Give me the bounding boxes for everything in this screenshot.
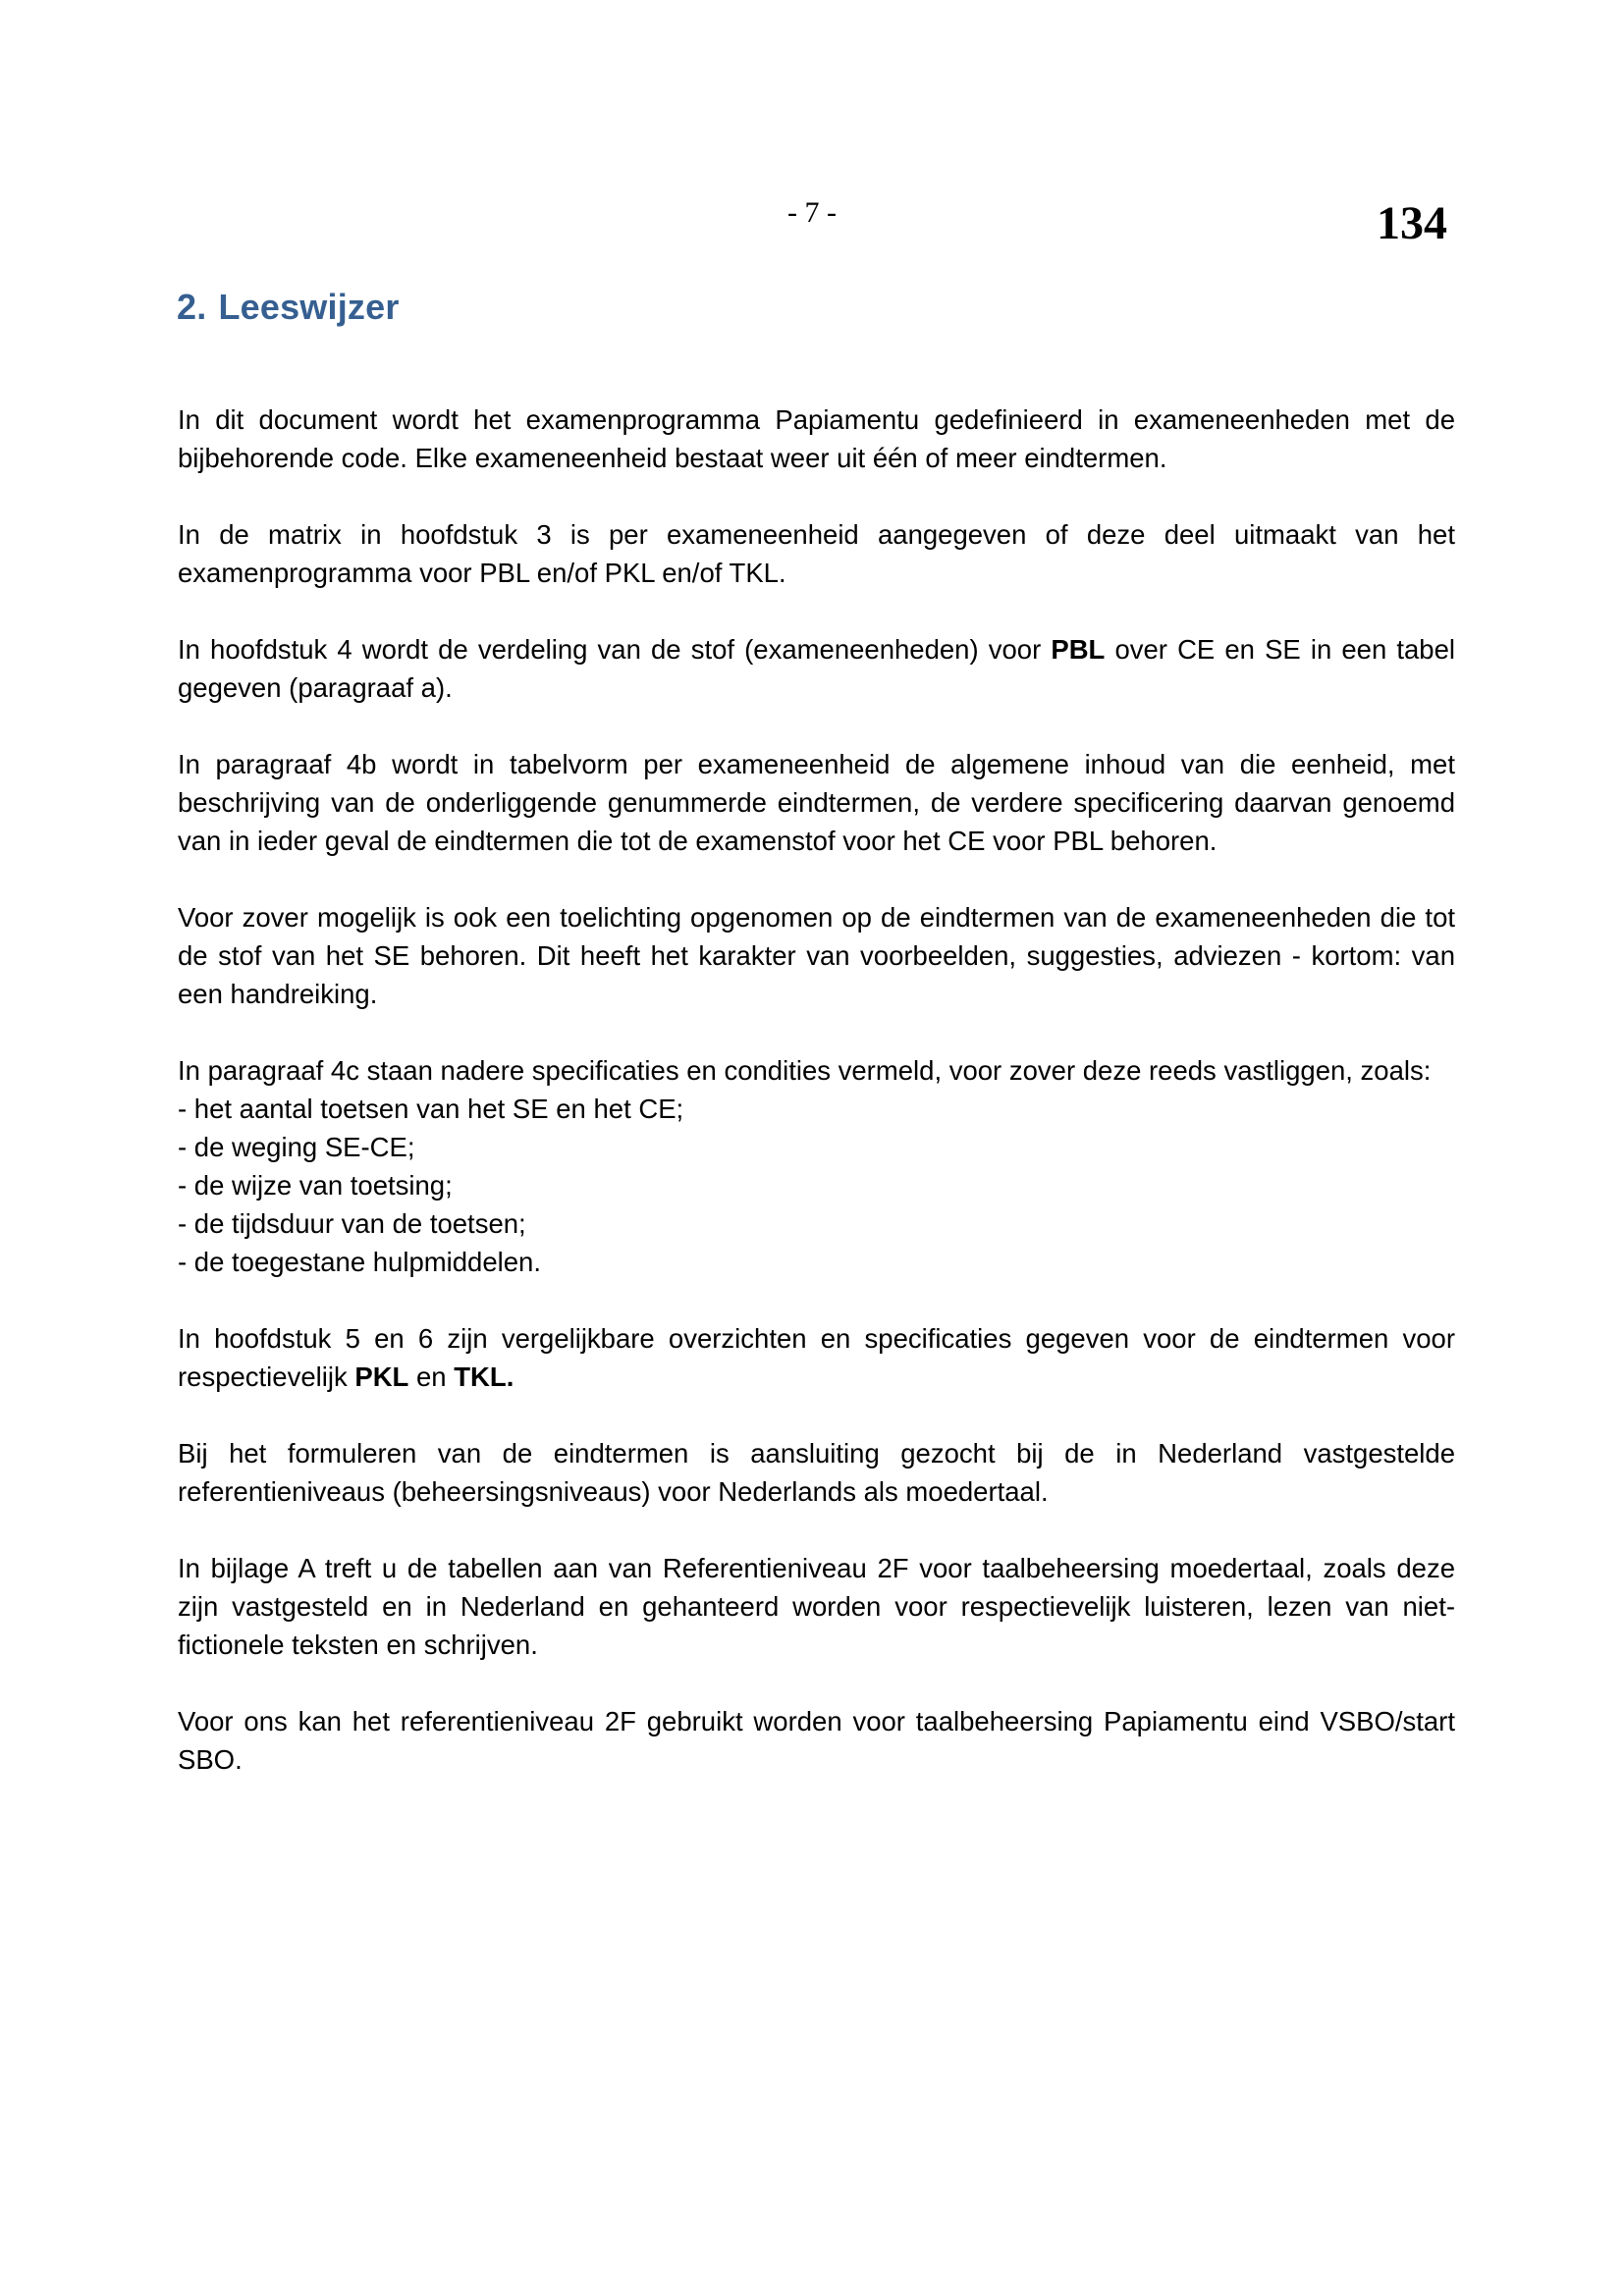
- paragraph-matrix: In de matrix in hoofdstuk 3 is per exameneenheid aangegeven of deze deel uitmaakt van het examenprogramma voor PBL en/of PKL en/of TKL.: [178, 519, 1455, 588]
- section-title: Leeswijzer: [218, 287, 400, 327]
- text-span: In hoofdstuk 5 en 6 zijn vergelijkbare overzichten en specificaties gegeven voor de eindtermen voor respectievelijk: [178, 1323, 1455, 1392]
- paragraph-4b: In paragraaf 4b wordt in tabelvorm per exameneenheid de algemene inhoud van die eenheid, met beschrijving van de onderliggende genummerde eindtermen, de verdere specificering daarvan genoemd van in ieder geval de eindtermen die tot de examenstof voor het CE voor PBL behoren.: [178, 749, 1455, 856]
- bold-text: PKL: [354, 1362, 409, 1392]
- list-item: - de weging SE-CE;: [178, 1132, 415, 1162]
- paragraph-2f-usage: Voor ons kan het referentieniveau 2F gebruikt worden voor taalbeheersing Papiamentu eind VSBO/start SBO.: [178, 1706, 1455, 1775]
- paragraph-chapter-4: [178, 630, 1455, 707]
- paragraph-appendix-a: In bijlage A treft u de tabellen aan van Referentieniveau 2F voor taalbeheersing moedertaal, zoals deze zijn vastgesteld en in Nederland en gehanteerd worden voor respectievelijk luisteren, lezen van niet-fictionele teksten en schrijven.: [178, 1553, 1455, 1660]
- paragraph-explanation: Voor zover mogelijk is ook een toelichting opgenomen op de eindtermen van de exameneenheden die tot de stof van het SE behoren. Dit heeft het karakter van voorbeelden, suggesties, adviezen - kortom: van een handreiking.: [178, 902, 1455, 1009]
- paragraph-intro: In dit document wordt het examenprogramma Papiamentu gedefinieerd in exameneenheden met de bijbehorende code. Elke exameneenheid bestaat weer uit één of meer eindtermen.: [178, 404, 1455, 473]
- document-body: [178, 400, 1455, 1817]
- specification-list: [178, 1090, 1455, 1281]
- paragraph-reference-levels: Bij het formuleren van de eindtermen is aansluiting gezocht bij de in Nederland vastgestelde referentieniveaus (beheersingsniveaus) voor Nederlands als moedertaal.: [178, 1438, 1455, 1507]
- paragraph-chapters-5-6: [178, 1319, 1455, 1396]
- list-item: - het aantal toetsen van het SE en het CE;: [178, 1094, 684, 1124]
- text-span: In hoofdstuk 4 wordt de verdeling van de stof (exameneenheden) voor: [178, 634, 1052, 665]
- list-item: - de toegestane hulpmiddelen.: [178, 1247, 541, 1277]
- page-number: - 7 -: [787, 196, 837, 229]
- list-item: - de tijdsduur van de toetsen;: [178, 1208, 526, 1239]
- bold-text: PBL: [1051, 634, 1106, 665]
- bold-text: TKL.: [454, 1362, 514, 1392]
- text-span: en: [408, 1362, 455, 1392]
- document-number: 134: [1377, 197, 1447, 249]
- section-heading: [177, 287, 400, 328]
- list-item: - de wijze van toetsing;: [178, 1170, 453, 1201]
- paragraph-4c: In paragraaf 4c staan nadere specificaties en condities vermeld, voor zover deze reeds vastliggen, zoals:: [178, 1055, 1432, 1086]
- text-span: over CE en SE in een tabel gegeven (paragraaf a).: [178, 634, 1456, 703]
- section-number: 2.: [177, 287, 207, 327]
